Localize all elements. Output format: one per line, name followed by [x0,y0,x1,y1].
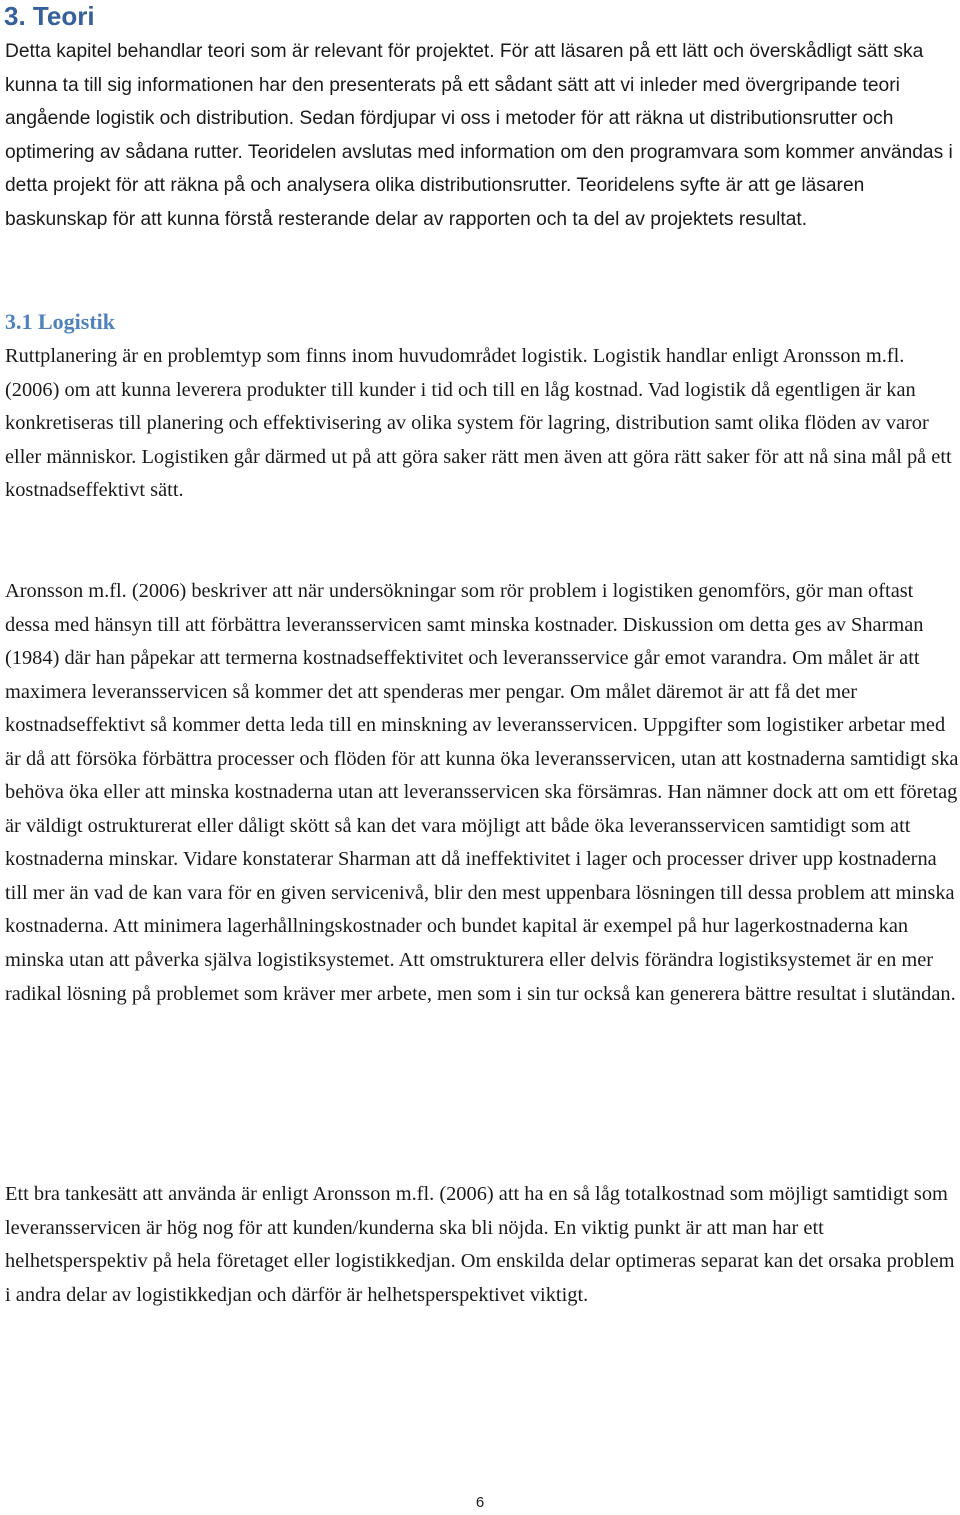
section-paragraph-3: Ett bra tankesätt att använda är enligt Aronsson m.fl. (2006) att ha en så låg totalkostnad som möjligt samtidigt som leveransservicen är hög nog för att kunden/kunderna ska bli nöjda. En viktig punkt är att man har ett helhetsperspektiv på hela företaget eller logistikkedjan. Om enskilda delar optimeras separat kan det orsaka problem i andra delar av logistikkedjan och därför är helhetsperspektivet viktigt. [5,1183,955,1306]
section-title: 3.1 Logistik [5,309,116,334]
section-paragraph-1: Ruttplanering är en problemtyp som finns inom huvudområdet logistik. Logistik handlar enligt Aronsson m.fl. (2006) om att kunna leverera produkter till kunder i tid och till en låg kostnad. Vad logistik då egentligen är kan konkretiseras till planering och effektivisering av olika system för lagring, distribution samt olika flöden av varor eller människor. Logistiken går därmed ut på att göra saker rätt men även att göra rätt saker för att nå sina mål på ett kostnadseffektivt sätt. [5,345,952,502]
page-number: 6 [475,1494,485,1511]
chapter-intro-paragraph: Detta kapitel behandlar teori som är relevant för projektet. För att läsaren på ett lätt och överskådligt sätt ska kunna ta till sig informationen har den presenterats på ett sådant sätt att vi inleder med övergripande teori angående logistik och distribution. Sedan fördjupar vi oss i metoder för att räkna ut distributionsrutter och optimering av sådana rutter. Teoridelen avslutas med information om den programvara som kommer användas i detta projekt för att räkna på och analysera olika distributionsrutter. Teoridelens syfte är att ge läsaren baskunskap för att kunna förstå resterande delar av rapporten och ta del av projektets resultat. [5,41,953,230]
section-paragraph-2: Aronsson m.fl. (2006) beskriver att när undersökningar som rör problem i logistiken genomförs, gör man oftast dessa med hänsyn till att förbättra leveransservicen samt minska kostnader. Diskussion om detta ges av Sharman (1984) där han påpekar att termerna kostnadseffektivitet och leveransservice går emot varandra. Om målet är att maximera leveransservicen så kommer det att spenderas mer pengar. Om målet däremot är att få det mer kostnadseffektivt så kommer detta leda till en minskning av leveransservicen. Uppgifter som logistiker arbetar med är då att försöka förbättra processer och flöden för att kunna öka leveransservicen, utan att kostnaderna samtidigt ska behöva öka eller att minska kostnaderna utan att leveransservicen ska försämras. Han nämner dock att om ett företag är väldigt ostrukturerat eller dåligt skött så kan det vara möjligt att både öka leveransservicen samtidigt som att kostnaderna minskar. Vidare konstaterar Sharman att då ineffektivitet i lager och processer driver upp kostnaderna till mer än vad de kan vara för en given servicenivå, blir den mest uppenbara lösningen till dessa problem att minska kostnaderna. Att minimera lagerhållningskostnader och bundet kapital är exempel på hur lagerkostnaderna kan minska utan att påverka själva logistiksystemet. Att omstrukturera eller delvis förändra logistiksystemet är en mer radikal lösning på problemet som kräver mer arbete, men som i sin tur också kan generera bättre resultat i slutändan. [5,580,959,1005]
chapter-title: 3. Teori [4,1,95,31]
